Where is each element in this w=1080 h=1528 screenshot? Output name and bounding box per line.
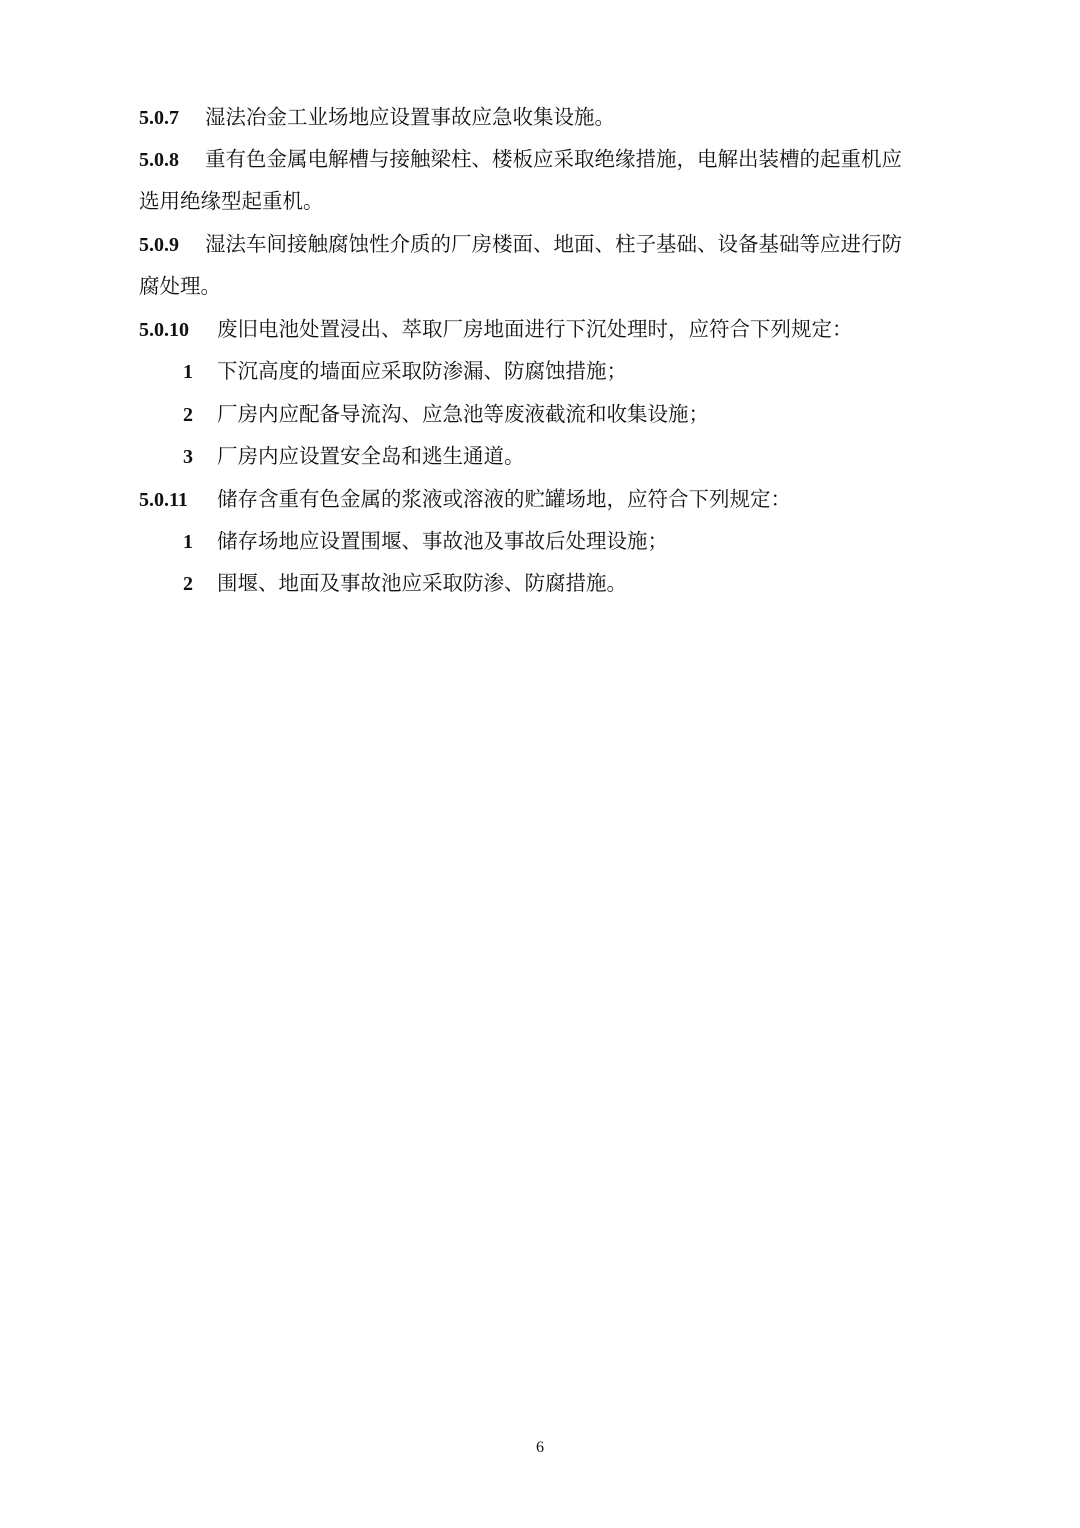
- item-text: 储存场地应设置围堰、事故池及事故后处理设施；: [217, 529, 668, 553]
- clause-text: 重有色金属电解槽与接触梁柱、楼板应采取绝缘措施，电解出装槽的起重机应: [205, 147, 902, 171]
- item-number: 1: [183, 531, 193, 553]
- item-number: 2: [183, 573, 193, 595]
- item-number: 3: [183, 446, 193, 468]
- item-number: 1: [183, 361, 193, 383]
- clause-number: 5.0.7: [139, 107, 179, 129]
- clause-number: 5.0.10: [139, 319, 189, 341]
- clause-number: 5.0.8: [139, 149, 179, 171]
- list-item: [183, 569, 993, 598]
- clause-text-continuation: 选用绝缘型起重机。: [139, 189, 324, 213]
- clause-number: 5.0.9: [139, 234, 179, 256]
- clause-text: 湿法车间接触腐蚀性介质的厂房楼面、地面、柱子基础、设备基础等应进行防: [205, 232, 902, 256]
- item-text: 下沉高度的墙面应采取防渗漏、防腐蚀措施；: [217, 359, 627, 383]
- item-text: 厂房内应设置安全岛和逃生通道。: [217, 444, 525, 468]
- clause-text: 湿法冶金工业场地应设置事故应急收集设施。: [205, 105, 615, 129]
- clause-5-0-8-continuation: [139, 187, 949, 215]
- clause-5-0-7: [139, 103, 949, 132]
- clause-5-0-11: [139, 485, 949, 514]
- item-text: 围堰、地面及事故池应采取防渗、防腐措施。: [217, 571, 627, 595]
- list-item: [183, 442, 993, 471]
- clause-5-0-8: [139, 145, 949, 174]
- clause-text: 废旧电池处置浸出、萃取厂房地面进行下沉处理时，应符合下列规定：: [217, 317, 853, 341]
- clause-text-continuation: 腐处理。: [139, 274, 221, 298]
- page-number: 6: [536, 1439, 544, 1456]
- clause-5-0-9-continuation: [139, 272, 949, 300]
- clause-text: 储存含重有色金属的浆液或溶液的贮罐场地，应符合下列规定：: [217, 487, 791, 511]
- list-item: [183, 357, 993, 386]
- list-item: [183, 527, 993, 556]
- item-text: 厂房内应配备导流沟、应急池等废液截流和收集设施；: [217, 402, 709, 426]
- clause-5-0-9: [139, 230, 949, 259]
- clause-5-0-10: [139, 315, 949, 344]
- clause-number: 5.0.11: [139, 489, 188, 511]
- item-number: 2: [183, 404, 193, 426]
- list-item: [183, 400, 993, 429]
